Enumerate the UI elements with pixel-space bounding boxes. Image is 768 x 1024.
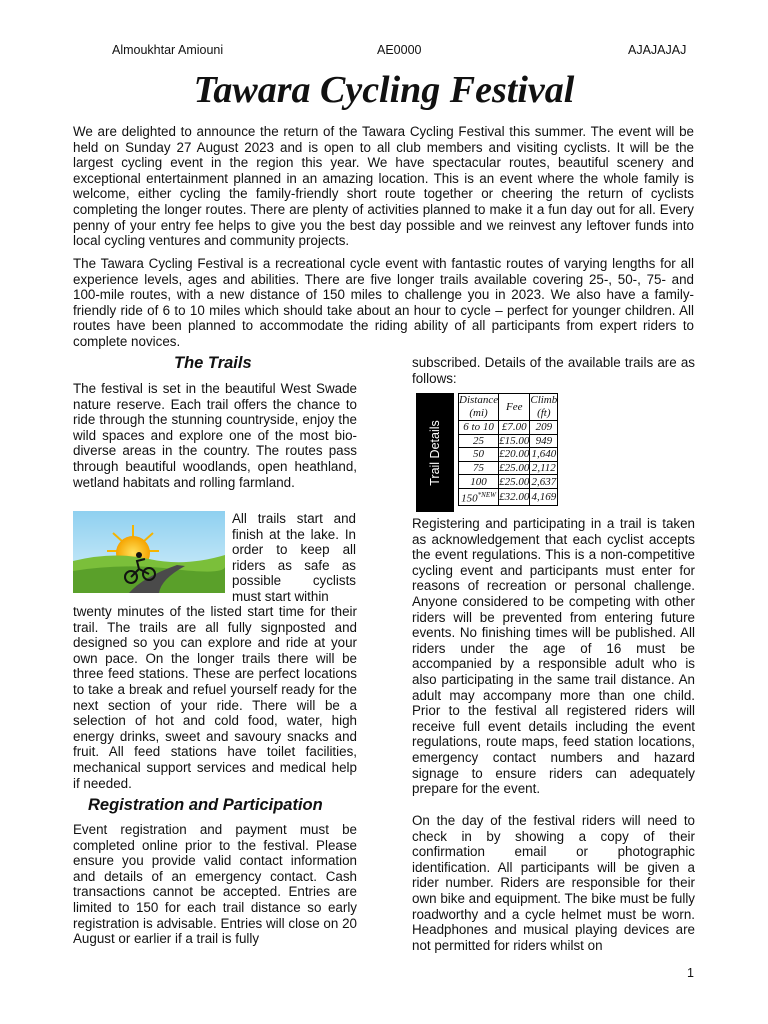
trails-paragraph-1: The festival is set in the beautiful West Swade nature reserve. Each trail offers the chance to ride through the stunning countryside, enjoy the wild spaces and explore one of the most bio-diverse areas in the country. The routes pass through beautiful woodlands, open heathland, wetland habitats and rolling farmland. [73,381,357,490]
col-fee: Fee [499,394,530,421]
registration-paragraph: Event registration and payment must be completed online prior to the festival. Please ensure you provide valid contact information and details of an emergency contact. Cash transactions cannot be accepted. Entries are limited to 150 for each trail distance so early registration is advisable. Entries will close on 20 August or earlier if a trail is fully [73,822,357,947]
page-title: Tawara Cycling Festival [193,69,575,111]
trail-details-table [458,393,558,506]
col-climb: Climb (ft) [530,394,558,419]
trails-heading: The Trails [174,354,252,372]
trails-intro-paragraph: subscribed. Details of the available trails are as follows: [412,355,695,386]
header-ref: AJAJAJAJ [628,43,687,57]
new-tag: *NEW [477,490,496,499]
regulations-paragraph: Registering and participating in a trail is taken as acknowledgement that each cyclist accepts the event regulations. This is a non-competitive cycling event and participants must enter for reasons of recreation or personal challenge. Anyone considered to be competing with other riders will be prevented from entering future events. No finishing times will be published. All riders under the age of 16 must be accompanied by a responsible adult who is also participating in the same trail distance. An adult may accompany more than one child. Prior to the festival all registered riders will receive full event details including the event regulations, route maps, feed station locations, emergency contact numbers and hazard signage to ensure riders can adequately prepare for the event. [412,516,695,797]
header-author: Almoukhtar Amiouni [112,43,224,57]
table-row: 75 £25.00 2,112 [459,461,558,475]
header-code: AE0000 [377,43,422,57]
check-in-paragraph: On the day of the festival riders will need to check in by showing a copy of their confirmation email or photographic identification. All participants will be given a rider number. Riders are responsible for their own bike and equipment. The bike must be fully roadworthy and a cycle helmet must be worn. Headphones and musical playing devices are not permitted for riders whilst on [412,813,695,953]
table-row: 100 £25.00 2,637 [459,475,558,489]
table-row: 6 to 10 £7.00 209 [459,421,558,435]
intro-paragraph-1: We are delighted to announce the return of the Tawara Cycling Festival this summer. The event will be held on Sunday 27 August 2023 and is open to all club members and visiting cyclists. It will be the largest cycling event in the region this year. We have spectacular routes, beautiful scenery and exceptional entertainment planned in an amazing location. This is an event where the whole family is welcome, either cycling the family-friendly short route together or cheering the return of cyclists completing the longer routes. There are plenty of activities planned to make it a fun day out for all. Every penny of your entry fee helps to give you the best day possible and we reinvest any leftover funds into local cycling ventures and community projects. [73,124,694,249]
trails-paragraph-2: twenty minutes of the listed start time for their trail. The trails are all fully signposted and designed so you can explore and ride at your own pace. On the longer trails there will be three feed stations. These are perfect locations to take a break and refuel yourself ready for the next section of your ride. There will be a selection of hot and cold food, water, high energy drinks, sweet and savoury snacks and fruit. All feed stations have toilet facilities, mechanical support services and medical help if needed. [73,604,357,791]
table-row: 50 £20.00 1,640 [459,448,558,462]
intro-paragraph-2: The Tawara Cycling Festival is a recreational cycle event with fantastic routes of varying lengths for all experience levels, ages and abilities. There are five longer trails available covering 25-, 50-, 75- and 100-mile routes, with a new distance of 150 miles to challenge you in 2023. We also have a family-friendly ride of 6 to 10 miles which should take about an hour to cycle – perfect for younger children. All routes have been planned to accommodate the riding ability of all participants from expert riders to complete novices. [73,256,694,349]
page-header [0,43,768,59]
table-row: 25 £15.00 949 [459,434,558,448]
table-row: $150^{*NEW}$ £32.00 4,169 [459,488,558,505]
cyclist-image [73,511,225,593]
page-number: 1 [687,966,694,980]
registration-heading: Registration and Participation [88,796,323,814]
trails-paragraph-2-wrap: All trails start and finish at the lake. In order to keep all riders as safe as possible cyclists must start within [232,511,356,604]
trail-details-label: Trail Details [416,393,454,512]
col-distance: Distance (mi) [459,394,499,419]
